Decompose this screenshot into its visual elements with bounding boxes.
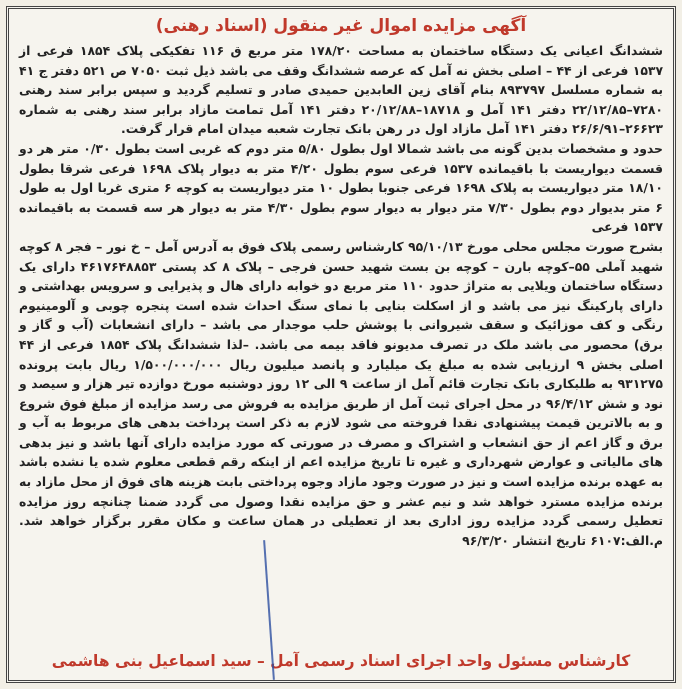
notice-body (19, 41, 663, 550)
paragraph-boundaries: حدود و مشخصات بدین گونه می باشد شمالا اول بطول ۵/۸۰ متر دوم که غربی است بطول ۰/۳۰ متر هر دو قسمت دیواریست با باقیمانده ۱۵۳۷ فرعی سوم بطول ۴/۲۰ متر به دیوار پلاک ۱۶۹۸ فرعی شرقا بطول ۱۸/۱۰ متر دیواریست به پلاک ۱۶۹۸ فرعی جنوبا بطول ۱۰ متر دیواریست به کوچه ۶ متری غربا اول به طول ۶ متر بدیوار دوم بطول ۷/۳۰ متر دیوار به دیوار سوم بطول ۴/۳۰ متر به دیوار هر سه قسمت به باقیمانده ۱۵۳۷ فرعی (19, 140, 663, 235)
notice-sheet (6, 6, 676, 683)
paragraph-auction-details: بشرح صورت مجلس محلی مورخ ۹۵/۱۰/۱۳ کارشناس رسمی پلاک فوق به آدرس آمل – خ نور – فجر ۸ کوچه شهید آملی ۵۵–کوچه بارن – کوچه بن بست شهید حسن فرجی – پلاک ۸ کد پستی ۴۶۱۷۶۴۸۸۵۳ دارای یک دستگاه ساختمان ویلایی به متراژ حدود ۱۱۰ متر مربع دو خوابه دارای هال و پذیرایی و سرویس بهداشتی و دارای پارکینگ نیز می باشد و از اسکلت بنایی با نمای سنگ احداث شده است پنجره چوبی و آلومینیوم رنگی و کف موزائیک و سقف شیروانی با پوشش حلب موجدار می باشد – دارای انشعابات (آب و گاز و برق) محصور می باشد ملک در تصرف مدیونو فاقد بیمه می باشد. –لذا ششدانگ پلاک ۱۸۵۴ فرعی از ۴۴ اصلی بخش ۹ ارزیابی شده به مبلغ یک میلیارد و پانصد میلیون ریال ۱/۵۰۰/۰۰۰/۰۰۰ ریال بابت پرونده ۹۳۱۲۷۵ به طلبکاری بانک تجارت قائم آمل از ساعت ۹ الی ۱۲ روز دوشنبه مورخ دوازده تیر هزار و سیصد و نود و شش ۹۶/۴/۱۲ در محل اجرای ثبت آمل از طریق مزایده به فروش می رسد مزایده از مبلغ فوق شروع و به بالاترین قیمت پیشنهادی نقدا فروخته می شود لازم به ذکر است پرداخت بدهی های مربوط به آب و برق و گاز اعم از حق انشعاب و اشتراک و مصرف در صورتی که مورد مزایده دارای آنها باشد و نیز بدهی های مالیاتی و عوارض شهرداری و غیره تا تاریخ مزایده اعم از اینکه رقم قطعی معلوم شده یا نشده باشد به عهده برنده مزایده است و نیز در صورت وجود مازاد وجوه پرداختی بابت هزینه های فوق از محل مازاد به برنده مزایده مسترد خواهد شد و نیم عشر و حق مزایده نقدا وصول می گردد ضمنا چنانچه روز مزایده تعطیل رسمی گردد مزایده روز اداری بعد از تعطیلی در همان ساعت و مکان مقرر برگزار خواهد شد. م.الف:۶۱۰۷ تاریخ انتشار ۹۶/۳/۲۰ (19, 238, 664, 548)
signature-line: کارشناس مسئول واحد اجرای اسناد رسمی آمل – سید اسماعیل بنی هاشمی (51, 652, 631, 670)
notice-title: آگهی مزایده اموال غیر منقول (اسناد رهنی) (155, 16, 527, 36)
paragraph-property: ششدانگ اعیانی یک دستگاه ساختمان به مساحت ۱۷۸/۲۰ متر مربع ق ۱۱۶ تفکیکی پلاک ۱۸۵۴ فرعی از ۱۵۳۷ فرعی از ۴۴ – اصلی بخش نه آمل که عرصه ششدانگ وقف می باشد ذیل ثبت ۷۰۵۰ ص ۵۲۱ دفتر ج ۴۱ به شماره مسلسل ۸۹۳۷۹۷ بنام آقای زین العابدین حمیدی صادر و تسلیم گردید و سپس برابر سند رهنی ۷۲۸۰–۲۲/۱۲/۸۵ دفتر ۱۴۱ آمل و ۱۸۷۱۸–۲۰/۱۲/۸۸ دفتر ۱۴۱ آمل تمامت مازاد برابر سند رهنی به شماره ۲۶۶۲۳–۲۶/۶/۹۱ دفتر ۱۴۱ آمل مازاد اول در رهن بانک تجارت شعبه میدان امام قرار گرفت. (19, 43, 664, 137)
